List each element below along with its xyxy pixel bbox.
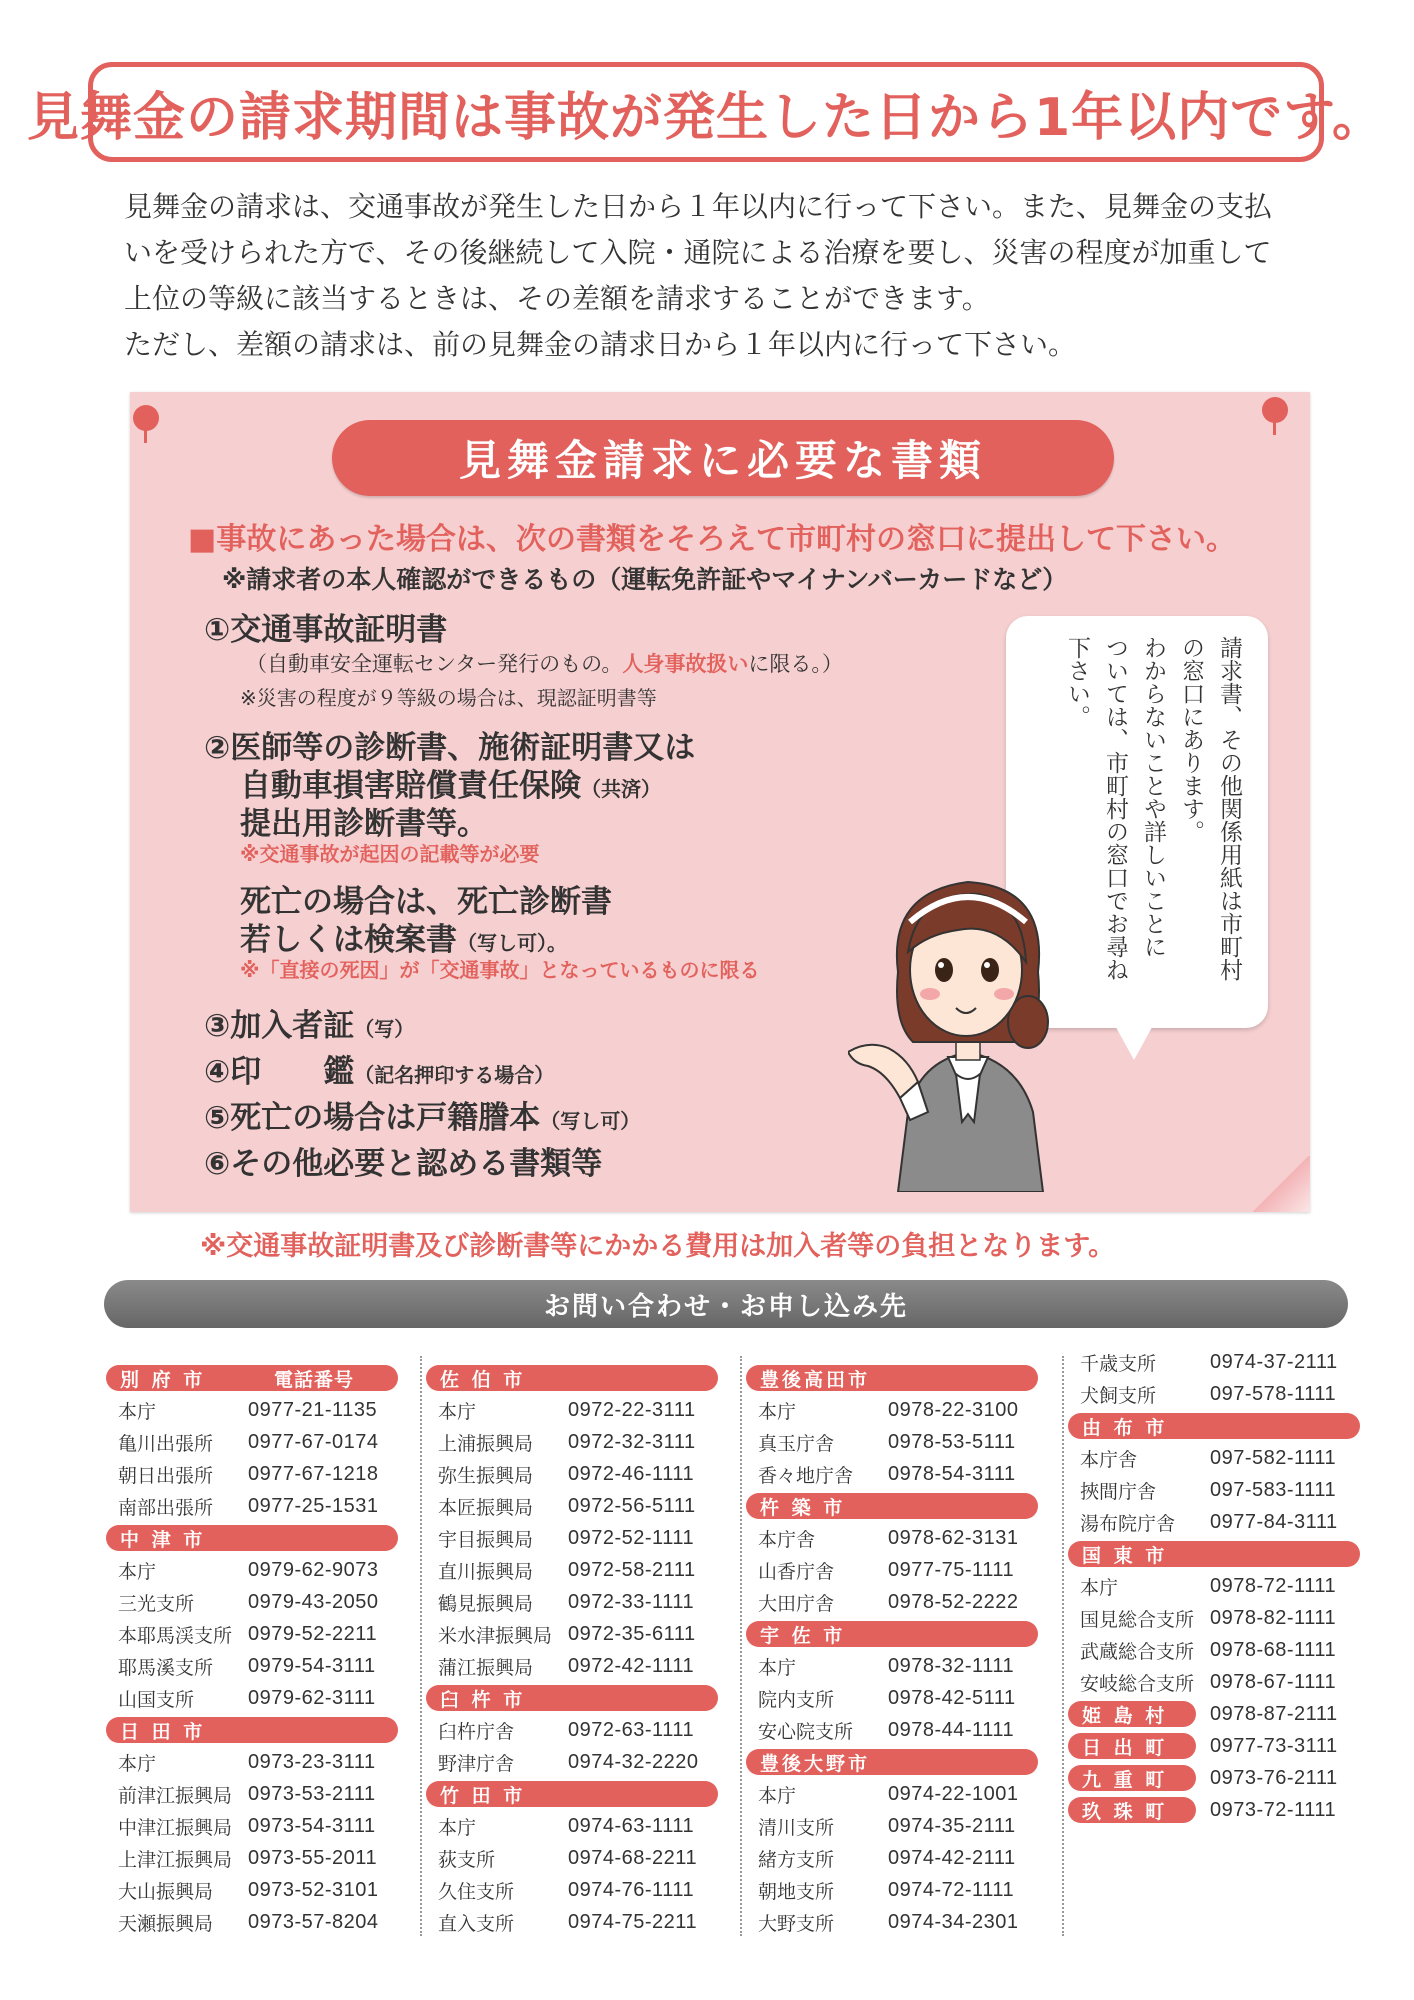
- doc-item-5-title: ⑤死亡の場合は戸籍謄本: [204, 1100, 541, 1136]
- city-name: 豊後高田市: [760, 1368, 871, 1391]
- office-name: 湯布院庁舎: [1080, 1512, 1176, 1535]
- office-name: 天瀬振興局: [118, 1912, 214, 1935]
- office-name: 久住支所: [438, 1880, 515, 1903]
- office-name: 宇目振興局: [438, 1528, 534, 1551]
- contact-row: [106, 1874, 398, 1906]
- contact-row: [106, 1458, 398, 1490]
- contact-row: [1068, 1698, 1360, 1730]
- city-header: [426, 1781, 718, 1807]
- contact-row: [106, 1586, 398, 1618]
- phone-number: 0977-21-1135: [248, 1398, 378, 1421]
- phone-number: 0973-57-8204: [248, 1910, 379, 1933]
- office-name: 犬飼支所: [1080, 1384, 1157, 1407]
- contact-row: [746, 1426, 1038, 1458]
- phone-number: 0977-84-3111: [1210, 1510, 1338, 1533]
- phone-number: 0973-76-2111: [1210, 1766, 1338, 1789]
- contact-row: [1068, 1634, 1360, 1666]
- intro-line: 上位の等級に該当するときは、その差額を請求することができます。: [124, 282, 990, 315]
- city-name: 日 田 市: [120, 1720, 206, 1743]
- phone-number: 0978-54-3111: [888, 1462, 1016, 1485]
- pushpin-icon: [133, 405, 159, 431]
- speech-bubble-text: 請求書、その他関係用紙は市町村 の窓口にあります。 わからないことや詳しいことに ついては、市町村の窓口でお尋ね 下さい。: [1064, 636, 1242, 981]
- phone-number: 0972-52-1111: [568, 1526, 695, 1549]
- office-name: 香々地庁舎: [758, 1464, 854, 1487]
- doc-item-1-note: [246, 648, 843, 678]
- contact-row: [106, 1746, 398, 1778]
- office-name: 山国支所: [118, 1688, 195, 1711]
- cost-notice: ※交通事故証明書及び診断書等にかかる費用は加入者等の負担となります。: [200, 1231, 1116, 1262]
- contact-row: [1068, 1730, 1360, 1762]
- contacts-column: [1068, 1346, 1360, 1826]
- contact-row: [106, 1778, 398, 1810]
- city-header: [426, 1685, 718, 1711]
- doc-item-2-line2-sub: （共済）: [581, 777, 661, 801]
- phone-number: 0978-53-5111: [888, 1430, 1016, 1453]
- phone-number: 0974-75-2211: [568, 1910, 698, 1933]
- contact-row: [106, 1842, 398, 1874]
- contact-row: [106, 1618, 398, 1650]
- doc-item-3: [204, 1000, 414, 1045]
- office-name: 本庁: [758, 1400, 797, 1423]
- column-divider: [740, 1356, 742, 1936]
- contact-row: [426, 1874, 718, 1906]
- phone-number: 0979-62-9073: [248, 1558, 379, 1581]
- office-name: 本庁舎: [758, 1528, 816, 1551]
- phone-number: 0977-25-1531: [248, 1494, 379, 1517]
- contact-row: [426, 1906, 718, 1938]
- office-name: 大野支所: [758, 1912, 835, 1935]
- city-header: [746, 1365, 1038, 1391]
- office-name: 安岐総合支所: [1080, 1672, 1195, 1695]
- contact-row: [746, 1458, 1038, 1490]
- contact-row: [106, 1810, 398, 1842]
- contact-row: [426, 1746, 718, 1778]
- phone-number: 0972-63-1111: [568, 1718, 695, 1741]
- office-name: 挾間庁舎: [1080, 1480, 1157, 1503]
- intro-line: いを受けられた方で、その後継続して入院・通院による治療を要し、災害の程度が加重して: [124, 236, 1272, 269]
- phone-number: 0973-53-2111: [248, 1782, 376, 1805]
- doc-item-5: [204, 1092, 640, 1137]
- contact-row: [426, 1522, 718, 1554]
- city-header: [106, 1717, 398, 1743]
- office-name: 本庁: [438, 1816, 477, 1839]
- office-name: 臼杵庁舎: [438, 1720, 515, 1743]
- phone-number: 0974-72-1111: [888, 1878, 1015, 1901]
- phone-number: 0974-42-2111: [888, 1846, 1016, 1869]
- city-header: [746, 1493, 1038, 1519]
- office-name: 鶴見振興局: [438, 1592, 534, 1615]
- phone-number: 0972-35-6111: [568, 1622, 696, 1645]
- office-name: 本庁: [118, 1560, 157, 1583]
- doc-item-2-note: ※交通事故が起因の記載等が必要: [240, 842, 540, 866]
- office-name: 本庁舎: [1080, 1448, 1138, 1471]
- doc-item-3-sub: （写）: [354, 1017, 415, 1041]
- contact-row: [746, 1714, 1038, 1746]
- contact-row: [1068, 1442, 1360, 1474]
- office-name: 国見総合支所: [1080, 1608, 1195, 1631]
- contact-row: [426, 1394, 718, 1426]
- intro-text: [124, 184, 1304, 368]
- office-name: 三光支所: [118, 1592, 195, 1615]
- contact-row: [746, 1554, 1038, 1586]
- contact-row: [746, 1394, 1038, 1426]
- office-name: 緒方支所: [758, 1848, 835, 1871]
- city-header: 玖 珠 町: [1068, 1797, 1196, 1823]
- city-name: 臼 杵 市: [440, 1688, 526, 1711]
- contact-row: [746, 1906, 1038, 1938]
- phone-number: 0979-54-3111: [248, 1654, 376, 1677]
- phone-number: 0978-22-3100: [888, 1398, 1019, 1421]
- contact-row: [1068, 1762, 1360, 1794]
- city-header: [746, 1749, 1038, 1775]
- phone-number: 0974-63-1111: [568, 1814, 695, 1837]
- contact-row: [1068, 1570, 1360, 1602]
- office-name: 本耶馬渓支所: [118, 1624, 233, 1647]
- phone-number: 0978-44-1111: [888, 1718, 1015, 1741]
- phone-number: 0979-52-2211: [248, 1622, 378, 1645]
- city-header: [1068, 1541, 1360, 1567]
- city-name: 竹 田 市: [440, 1784, 526, 1807]
- phone-number: 0974-37-2111: [1210, 1350, 1338, 1373]
- office-name: 朝日出張所: [118, 1464, 214, 1487]
- contact-row: [746, 1522, 1038, 1554]
- office-name: 上津江振興局: [118, 1848, 233, 1871]
- contact-row: [1068, 1378, 1360, 1410]
- doc-item-1-note2: ※災害の程度が９等級の場合は、現認証明書等: [240, 686, 657, 710]
- contact-row: [746, 1874, 1038, 1906]
- office-name: 弥生振興局: [438, 1464, 534, 1487]
- office-name: 安心院支所: [758, 1720, 854, 1743]
- doc-item-2-death-note: ※「直接の死因」が「交通事故」となっているものに限る: [240, 958, 760, 982]
- office-name: 南部出張所: [118, 1496, 214, 1519]
- phone-number: 0972-32-3111: [568, 1430, 696, 1453]
- doc-item-6: ⑥その他必要と認める書類等: [204, 1146, 603, 1182]
- contact-row: [746, 1650, 1038, 1682]
- contact-row: [426, 1842, 718, 1874]
- contact-row: [426, 1810, 718, 1842]
- column-divider: [1062, 1356, 1064, 1936]
- phone-number: 0973-54-3111: [248, 1814, 376, 1837]
- contact-row: [426, 1586, 718, 1618]
- documents-title-banner: [332, 420, 1114, 496]
- speech-bubble-tail: [1112, 1020, 1156, 1060]
- phone-number: 0972-56-5111: [568, 1494, 696, 1517]
- staff-woman-illustration: [848, 852, 1078, 1192]
- office-name: 大山振興局: [118, 1880, 214, 1903]
- contact-row: [426, 1426, 718, 1458]
- phone-number: 0977-75-1111: [888, 1558, 1015, 1581]
- office-name: 米水津振興局: [438, 1624, 553, 1647]
- doc-item-1-title: ①交通事故証明書: [204, 612, 448, 648]
- phone-number: 0978-67-1111: [1210, 1670, 1337, 1693]
- doc-item-2-death-line2-sub: （写し可）。: [457, 931, 567, 955]
- city-name: 佐 伯 市: [440, 1368, 526, 1391]
- phone-number: 0972-22-3111: [568, 1398, 696, 1421]
- city-header: [426, 1365, 718, 1391]
- city-name: 由 布 市: [1082, 1416, 1168, 1439]
- phone-number: 0973-23-3111: [248, 1750, 376, 1773]
- office-name: 亀川出張所: [118, 1432, 214, 1455]
- doc-item-5-sub: （写し可）: [540, 1109, 641, 1133]
- city-name: 宇 佐 市: [760, 1624, 846, 1647]
- doc-item-4: [204, 1046, 554, 1091]
- contact-row: [426, 1714, 718, 1746]
- contact-row: [426, 1554, 718, 1586]
- phone-number: 0974-76-1111: [568, 1878, 695, 1901]
- intro-line: 見舞金の請求は、交通事故が発生した日から１年以内に行って下さい。また、見舞金の支払: [124, 190, 1273, 223]
- contact-row: [746, 1778, 1038, 1810]
- city-name: 国 東 市: [1082, 1544, 1168, 1567]
- contact-row: [106, 1490, 398, 1522]
- office-name: 本庁: [758, 1784, 797, 1807]
- contacts-title: お問い合わせ・お申し込み先: [543, 1291, 908, 1322]
- contact-row: [106, 1906, 398, 1938]
- office-name: 朝地支所: [758, 1880, 835, 1903]
- contact-row: [106, 1554, 398, 1586]
- phone-number: 0979-43-2050: [248, 1590, 379, 1613]
- phone-number: 097-582-1111: [1210, 1446, 1337, 1469]
- contact-row: [106, 1682, 398, 1714]
- contact-row: [1068, 1666, 1360, 1698]
- city-name: 杵 築 市: [760, 1496, 846, 1519]
- doc-item-2-death-line2: [240, 914, 567, 959]
- city-header: 日 出 町: [1068, 1733, 1196, 1759]
- phone-number: 0974-34-2301: [888, 1910, 1019, 1933]
- phone-number: 0979-62-3111: [248, 1686, 376, 1709]
- office-name: 本庁: [438, 1400, 477, 1423]
- doc-item-4-title: ④印 鑑: [204, 1054, 355, 1090]
- office-name: 直川振興局: [438, 1560, 534, 1583]
- contact-row: [746, 1810, 1038, 1842]
- city-header: [106, 1365, 398, 1391]
- doc-item-1-note-pre: （自動車安全運転センター発行のもの。: [246, 652, 623, 676]
- phone-number: 0972-58-2111: [568, 1558, 696, 1581]
- documents-instruction: ■事故にあった場合は、次の書類をそろえて市町村の窓口に提出して下さい。: [188, 522, 1237, 557]
- phone-number: 0977-73-3111: [1210, 1734, 1338, 1757]
- contact-row: [746, 1842, 1038, 1874]
- office-name: 清川支所: [758, 1816, 835, 1839]
- phone-number: 0974-22-1001: [888, 1782, 1019, 1805]
- documents-title: 見舞金請求に必要な書類: [458, 436, 987, 485]
- phone-number: 097-578-1111: [1210, 1382, 1337, 1405]
- office-name: 本庁: [118, 1400, 157, 1423]
- city-header: 姫 島 村: [1068, 1701, 1196, 1727]
- doc-item-2-death-line1: 死亡の場合は、死亡診断書: [240, 884, 612, 920]
- contact-row: [1068, 1346, 1360, 1378]
- office-name: 野津庁舎: [438, 1752, 515, 1775]
- contacts-column: [426, 1362, 718, 1938]
- contact-row: [426, 1618, 718, 1650]
- office-name: 大田庁舎: [758, 1592, 835, 1615]
- phone-number: 0978-42-5111: [888, 1686, 1016, 1709]
- city-name: 別 府 市: [120, 1368, 206, 1391]
- office-name: 本庁: [118, 1752, 157, 1775]
- doc-item-2-line3: 提出用診断書等。: [240, 806, 488, 842]
- phone-number: 0978-82-1111: [1210, 1606, 1337, 1629]
- office-name: 蒲江振興局: [438, 1656, 534, 1679]
- phone-number: 0974-68-2211: [568, 1846, 698, 1869]
- phone-number: 0972-33-1111: [568, 1590, 695, 1613]
- office-name: 本庁: [1080, 1576, 1119, 1599]
- phone-number: 0978-52-2222: [888, 1590, 1019, 1613]
- office-name: 千歳支所: [1080, 1352, 1157, 1375]
- phone-number: 097-583-1111: [1210, 1478, 1337, 1501]
- contact-row: [426, 1458, 718, 1490]
- contact-row: [106, 1426, 398, 1458]
- office-name: 院内支所: [758, 1688, 835, 1711]
- pushpin-icon: [1262, 397, 1288, 423]
- doc-item-2-line1: ②医師等の診断書、施術証明書又は: [204, 730, 696, 766]
- column-divider: [420, 1356, 422, 1936]
- phone-number: 0978-72-1111: [1210, 1574, 1337, 1597]
- office-name: 真玉庁舎: [758, 1432, 835, 1455]
- city-header: [106, 1525, 398, 1551]
- phone-number: 0973-72-1111: [1210, 1798, 1337, 1821]
- office-name: 武蔵総合支所: [1080, 1640, 1195, 1663]
- city-name: 豊後大野市: [760, 1752, 871, 1775]
- phone-number: 0978-32-1111: [888, 1654, 1015, 1677]
- contact-row: [106, 1394, 398, 1426]
- contacts-column: [106, 1362, 398, 1938]
- office-name: 耶馬溪支所: [118, 1656, 214, 1679]
- city-header: [1068, 1413, 1360, 1439]
- intro-line: ただし、差額の請求は、前の見舞金の請求日から１年以内に行って下さい。: [124, 328, 1077, 361]
- header-banner: [26, 62, 1386, 162]
- phone-number: 0978-87-2111: [1210, 1702, 1338, 1725]
- contact-row: [106, 1650, 398, 1682]
- city-name: 中 津 市: [120, 1528, 206, 1551]
- phone-number: 0977-67-1218: [248, 1462, 379, 1485]
- contact-row: [1068, 1506, 1360, 1538]
- phone-number: 0973-55-2011: [248, 1846, 378, 1869]
- city-header: [746, 1621, 1038, 1647]
- contact-row: [1068, 1794, 1360, 1826]
- doc-item-3-title: ③加入者証: [204, 1008, 355, 1044]
- phone-number: 0974-35-2111: [888, 1814, 1016, 1837]
- office-name: 上浦振興局: [438, 1432, 534, 1455]
- contact-row: [1068, 1474, 1360, 1506]
- phone-number: 0972-42-1111: [568, 1654, 695, 1677]
- contact-row: [746, 1682, 1038, 1714]
- contacts-header: [104, 1280, 1348, 1328]
- phone-number: 0977-67-0174: [248, 1430, 379, 1453]
- contact-row: [1068, 1602, 1360, 1634]
- contact-row: [746, 1586, 1038, 1618]
- phone-number: 0973-52-3101: [248, 1878, 379, 1901]
- doc-item-1-note-post: に限る。）: [748, 652, 843, 676]
- doc-item-1-note-red: 人身事故扱い: [622, 652, 749, 676]
- office-name: 中津江振興局: [118, 1816, 233, 1839]
- office-name: 山香庁舎: [758, 1560, 835, 1583]
- phone-number: 0978-62-3131: [888, 1526, 1019, 1549]
- office-name: 荻支所: [438, 1848, 496, 1871]
- city-header: 九 重 町: [1068, 1765, 1196, 1791]
- phone-column-header: 電話番号: [274, 1368, 355, 1391]
- phone-number: 0974-32-2220: [568, 1750, 699, 1773]
- doc-item-4-sub: （記名押印する場合）: [354, 1063, 555, 1087]
- id-note: ※請求者の本人確認ができるもの（運転免許証やマイナンバーカードなど）: [222, 565, 1068, 594]
- doc-item-2-death-line2-main: 若しくは検案書: [240, 922, 457, 958]
- office-name: 本庁: [758, 1656, 797, 1679]
- page-curl-decoration: [1252, 1156, 1310, 1212]
- office-name: 本匠振興局: [438, 1496, 534, 1519]
- phone-number: 0978-68-1111: [1210, 1638, 1337, 1661]
- page-title: 見舞金の請求期間は事故が発生した日から1年以内です。: [26, 87, 1386, 148]
- phone-number: 0972-46-1111: [568, 1462, 695, 1485]
- office-name: 直入支所: [438, 1912, 515, 1935]
- contact-row: [426, 1490, 718, 1522]
- contact-row: [426, 1650, 718, 1682]
- office-name: 前津江振興局: [118, 1784, 233, 1807]
- doc-item-2-line2-main: 自動車損害賠償責任保険: [240, 768, 581, 804]
- contacts-column: [746, 1362, 1038, 1938]
